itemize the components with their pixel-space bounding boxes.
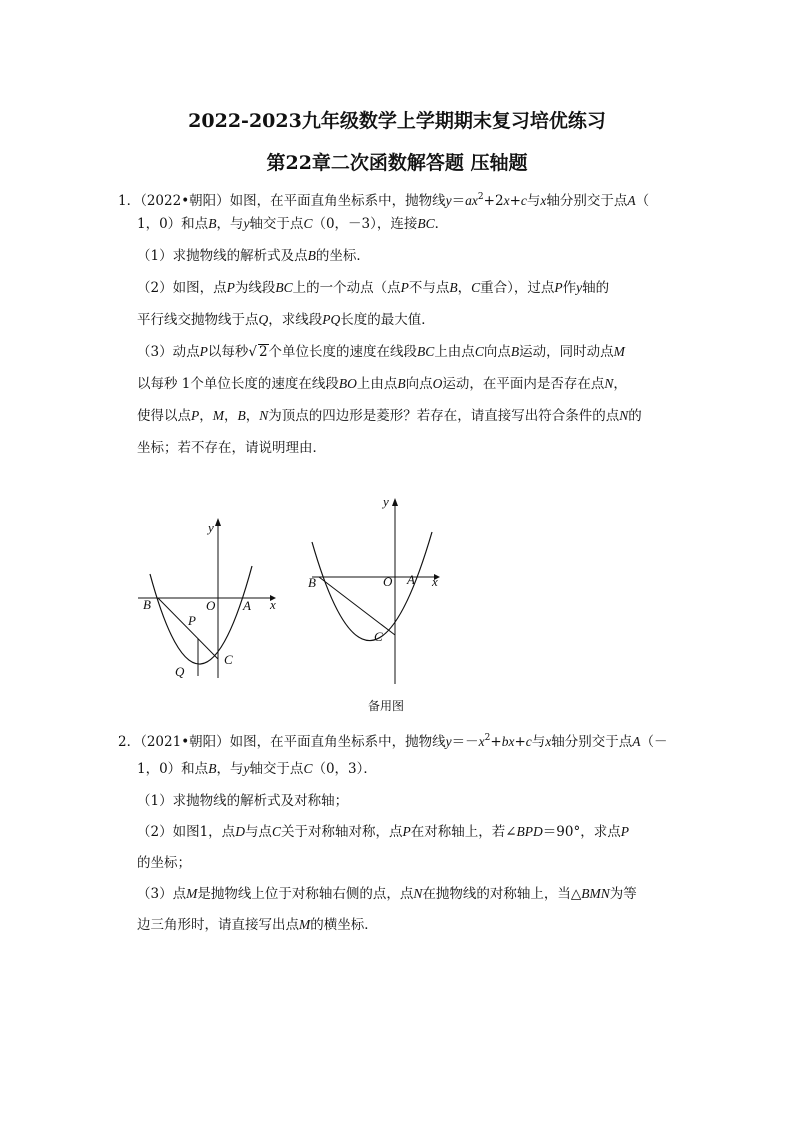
- label-c: C: [224, 652, 233, 667]
- q2-var: A: [632, 734, 641, 749]
- q1-text: ，与: [216, 216, 244, 232]
- q1-text: （2）如图，点: [137, 280, 227, 296]
- q2-part-3-cont: [137, 915, 378, 935]
- q2-line-2: [137, 759, 377, 779]
- q1-var: B: [397, 376, 406, 391]
- sqrt-symbol: √: [248, 344, 257, 360]
- q1-eq: ax: [465, 193, 478, 208]
- q1-eq: y: [445, 193, 452, 208]
- q1-var: C: [471, 280, 481, 295]
- q2-text: 的横坐标．: [310, 917, 378, 933]
- q2-var: N: [413, 886, 423, 901]
- q2-text: 的坐标；: [137, 855, 191, 871]
- q1-text: ，: [199, 408, 213, 424]
- q1-text: 轴的: [582, 280, 610, 296]
- q2-eq: x: [478, 734, 485, 749]
- q1-eq: c: [520, 193, 527, 208]
- parabola: [150, 566, 252, 664]
- q1-eq: 2: [477, 192, 484, 202]
- q2-text: 轴交于点: [249, 761, 304, 777]
- q1-text: 向点: [483, 344, 511, 360]
- label-x: x: [432, 574, 438, 589]
- q1-text: 个单位长度的速度在线段: [268, 344, 418, 360]
- q1-text: ，求线段: [268, 312, 323, 328]
- q2-eq: ＝－: [451, 734, 479, 750]
- q1-var: B: [449, 280, 458, 295]
- q1-var: P: [554, 280, 563, 295]
- q1-text: ，: [457, 280, 472, 296]
- q2-source: （2021•朝阳）: [140, 734, 230, 750]
- q1-var: O: [432, 376, 443, 391]
- q1-text: 1，0）和点: [137, 216, 209, 232]
- q1-var: B: [307, 248, 316, 263]
- q1-var: x: [540, 193, 547, 208]
- q1-var: B: [208, 216, 217, 231]
- q1-text: 运动，在平面内是否存在点: [442, 376, 605, 392]
- q2-var: x: [545, 734, 552, 749]
- q2-var: C: [303, 761, 313, 776]
- q1-text: 上由点: [434, 344, 475, 360]
- q2-eq: c: [525, 734, 532, 749]
- q1-var: P: [226, 280, 235, 295]
- q1-var: N: [604, 376, 614, 391]
- q2-text: 在对称轴上，若∠: [410, 824, 517, 840]
- q1-var: y: [576, 280, 583, 295]
- q1-text: （1）求抛物线的解析式及点: [137, 248, 308, 264]
- label-c: C: [374, 629, 383, 644]
- q2-number: 2．: [118, 734, 141, 750]
- q1-source: （2022•朝阳）: [140, 193, 230, 209]
- q1-part-3-cont-2: [137, 406, 642, 426]
- q1-text: 轴交于点: [249, 216, 304, 232]
- label-b: B: [308, 575, 316, 590]
- q2-text: 如图，在平面直角坐标系中，抛物线: [229, 734, 446, 750]
- q2-text: 与: [531, 734, 546, 750]
- q1-text: 平行线交抛物线于点: [137, 312, 259, 328]
- q1-number: 1．: [118, 193, 141, 209]
- figure-2-caption: 备用图: [368, 699, 405, 713]
- q1-eq: +2: [483, 193, 504, 209]
- label-b: B: [143, 597, 151, 612]
- q1-text: ，: [224, 408, 238, 424]
- q1-eq: +: [509, 193, 521, 209]
- label-o: O: [206, 598, 216, 613]
- q1-text: 以每秒 1个单位长度的速度在线段: [137, 376, 339, 392]
- q1-var: BC: [417, 344, 435, 359]
- q2-var: y: [243, 761, 250, 776]
- q1-var: M: [613, 344, 625, 359]
- q1-part-3-cont-1: [137, 374, 627, 394]
- q1-text: 为顶点的四边形是菱形？若存在，请直接写出符合条件的点: [268, 408, 620, 424]
- q1-var: N: [619, 408, 629, 423]
- q1-eq: ＝: [451, 193, 466, 209]
- q1-text: 上的一个动点（点: [292, 280, 401, 296]
- q1-text: （0，－3），连接: [312, 216, 418, 232]
- q1-text: 重合），过点: [480, 280, 555, 296]
- q2-text: 轴分别交于点: [551, 734, 633, 750]
- q1-part-3: [137, 342, 625, 362]
- q2-var: M: [186, 886, 198, 901]
- q1-var: P: [400, 280, 409, 295]
- q2-text: ，与: [216, 761, 244, 777]
- label-a: A: [407, 572, 415, 587]
- q2-text: （2）如图1，点: [137, 824, 236, 840]
- q1-text: ，: [245, 408, 260, 424]
- q2-text: 边三角形时，请直接写出点: [137, 917, 299, 933]
- q1-var: BC: [417, 216, 435, 231]
- q2-line-1: [118, 728, 668, 752]
- q1-var: M: [212, 408, 224, 423]
- q2-var: B: [208, 761, 217, 776]
- sqrt-radicand: 2: [258, 344, 268, 360]
- q2-part-1: [137, 791, 348, 811]
- label-o: O: [383, 574, 393, 589]
- q2-text: （3）点: [137, 886, 187, 902]
- label-p: P: [188, 613, 196, 628]
- q2-part-2: [137, 822, 629, 842]
- q1-text: ，: [613, 376, 627, 392]
- label-x: x: [270, 597, 276, 612]
- q1-var: BO: [338, 376, 357, 391]
- q1-text: 使得以点: [137, 408, 191, 424]
- figure-1: [138, 516, 288, 686]
- q1-text: 如图，在平面直角坐标系中，抛物线: [229, 193, 446, 209]
- label-y: y: [383, 494, 389, 509]
- q1-var: P: [199, 344, 208, 359]
- q1-text: 作: [562, 280, 577, 296]
- q1-text: 以每秒: [207, 344, 249, 360]
- q2-var: M: [299, 917, 311, 932]
- q1-text: （: [635, 193, 650, 209]
- q2-var: P: [620, 824, 629, 839]
- q1-text: 长度的最大值．: [340, 312, 435, 328]
- page-subtitle: 第22章二次函数解答题 压轴题: [266, 152, 528, 174]
- q2-text: （－: [640, 734, 668, 750]
- y-axis-arrow: [215, 518, 221, 526]
- q1-text: 运动，同时动点: [519, 344, 614, 360]
- q2-var: BPD: [516, 824, 543, 839]
- page-title: 2022-2023九年级数学上学期期末复习培优练习: [188, 110, 606, 132]
- q1-var: y: [243, 216, 250, 231]
- q1-var: B: [510, 344, 520, 359]
- q1-part-1: [137, 246, 370, 266]
- q2-text: 在抛物线的对称轴上，当△: [422, 886, 582, 902]
- q2-var: BMN: [581, 886, 610, 901]
- q2-var: C: [271, 824, 281, 839]
- q1-var: PQ: [322, 312, 341, 327]
- q1-text: 不与点: [408, 280, 450, 296]
- label-a: A: [243, 598, 251, 613]
- q1-text: 为线段: [234, 280, 276, 296]
- q1-var: N: [259, 408, 269, 423]
- q2-var: D: [235, 824, 245, 839]
- figure-2: [300, 494, 450, 690]
- q1-text: 的: [628, 408, 642, 424]
- q2-eq: +: [490, 734, 502, 750]
- q1-text: （3）动点: [137, 344, 200, 360]
- q1-part-3-cont-3: [137, 438, 326, 458]
- q2-part-3: [137, 884, 637, 904]
- q1-eq: x: [503, 193, 510, 208]
- q1-text: 向点: [405, 376, 433, 392]
- y-axis-arrow: [392, 498, 398, 506]
- q1-text: ．: [434, 216, 449, 232]
- q2-part-2-cont: [137, 853, 191, 873]
- q1-var: P: [191, 408, 200, 423]
- q1-part-2: [137, 278, 609, 298]
- q1-var: A: [627, 193, 636, 208]
- q2-eq: +: [514, 734, 526, 750]
- q2-text: （1）求抛物线的解析式及对称轴；: [137, 793, 349, 809]
- q2-eq: 2: [484, 733, 491, 743]
- q1-part-2-cont: [137, 310, 435, 330]
- q1-line-2: [137, 214, 448, 234]
- q1-text: 上由点: [356, 376, 398, 392]
- q1-var: BC: [275, 280, 293, 295]
- q2-text: 关于对称轴对称，点: [280, 824, 403, 840]
- q2-text: ＝90°，求点: [542, 824, 621, 840]
- q1-var: C: [303, 216, 313, 231]
- q1-var: B: [237, 408, 246, 423]
- q1-text: 的坐标．: [315, 248, 370, 264]
- q1-text: 与: [526, 193, 541, 209]
- q2-text: 与点: [244, 824, 272, 840]
- q1-text: 轴分别交于点: [546, 193, 628, 209]
- q2-text: （0，3）．: [312, 761, 377, 777]
- q2-text: 是抛物线上位于对称轴右侧的点，点: [197, 886, 414, 902]
- q2-var: P: [402, 824, 411, 839]
- q2-eq: bx: [501, 734, 515, 749]
- q2-text: 1，0）和点: [137, 761, 209, 777]
- label-q: Q: [175, 664, 185, 679]
- q1-var: C: [474, 344, 484, 359]
- q2-text: 为等: [609, 886, 637, 902]
- label-y: y: [208, 520, 214, 535]
- q1-var: Q: [258, 312, 269, 327]
- q1-line-1: [118, 187, 649, 211]
- q2-eq: y: [445, 734, 452, 749]
- q1-text: 坐标；若不存在，请说明理由．: [137, 440, 326, 456]
